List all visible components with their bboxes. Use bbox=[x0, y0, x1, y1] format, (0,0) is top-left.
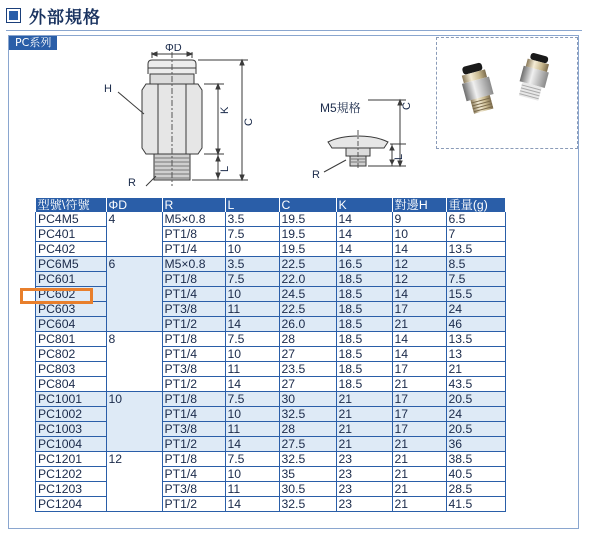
cell-r: PT1/8 bbox=[162, 452, 225, 467]
table-row bbox=[36, 212, 506, 227]
cell-c: 19.5 bbox=[279, 212, 336, 227]
col-weight: 重量(g) bbox=[446, 198, 505, 212]
table-row bbox=[36, 257, 506, 272]
cell-weight: 13 bbox=[446, 347, 505, 362]
table-row bbox=[36, 227, 506, 242]
m5-title: M5規格 bbox=[320, 101, 361, 115]
cell-c: 22.5 bbox=[279, 257, 336, 272]
cell-r: PT1/2 bbox=[162, 317, 225, 332]
cell-model: PC803 bbox=[36, 362, 107, 377]
cell-r: PT3/8 bbox=[162, 422, 225, 437]
fittings-photo-image bbox=[437, 38, 578, 149]
cell-model: PC601 bbox=[36, 272, 107, 287]
cell-h: 14 bbox=[392, 242, 446, 257]
cell-l: 10 bbox=[225, 287, 279, 302]
cell-weight: 41.5 bbox=[446, 497, 505, 512]
label-k: K bbox=[219, 106, 231, 114]
cell-weight: 40.5 bbox=[446, 467, 505, 482]
col-h: 對邊H bbox=[392, 198, 446, 212]
cell-model: PC804 bbox=[36, 377, 107, 392]
cell-l: 14 bbox=[225, 377, 279, 392]
cell-k: 23 bbox=[336, 482, 392, 497]
cell-k: 23 bbox=[336, 452, 392, 467]
cell-weight: 8.5 bbox=[446, 257, 505, 272]
cell-k: 18.5 bbox=[336, 317, 392, 332]
cell-l: 14 bbox=[225, 497, 279, 512]
cell-r: PT3/8 bbox=[162, 362, 225, 377]
cell-model: PC1003 bbox=[36, 422, 107, 437]
cell-c: 23.5 bbox=[279, 362, 336, 377]
cell-c: 27.5 bbox=[279, 437, 336, 452]
cell-r: PT1/2 bbox=[162, 377, 225, 392]
cell-k: 18.5 bbox=[336, 377, 392, 392]
cell-k: 14 bbox=[336, 212, 392, 227]
table-row bbox=[36, 482, 506, 497]
cell-weight: 38.5 bbox=[446, 452, 505, 467]
page-title: 外部規格 bbox=[29, 7, 101, 28]
cell-l: 3.5 bbox=[225, 257, 279, 272]
label-phi-d: ΦD bbox=[165, 44, 182, 54]
col-c: C bbox=[279, 198, 336, 212]
section-header bbox=[6, 4, 101, 26]
cell-l: 10 bbox=[225, 467, 279, 482]
cell-h: 9 bbox=[392, 212, 446, 227]
cell-r: PT1/2 bbox=[162, 497, 225, 512]
cell-h: 14 bbox=[392, 347, 446, 362]
cell-model: PC1004 bbox=[36, 437, 107, 452]
cell-k: 14 bbox=[336, 242, 392, 257]
cell-c: 28 bbox=[279, 332, 336, 347]
cell-c: 22.5 bbox=[279, 302, 336, 317]
cell-l: 3.5 bbox=[225, 212, 279, 227]
m5-label-l: L bbox=[393, 153, 405, 160]
cell-r: PT1/2 bbox=[162, 437, 225, 452]
cell-c: 19.5 bbox=[279, 227, 336, 242]
cell-weight: 20.5 bbox=[446, 392, 505, 407]
cell-l: 11 bbox=[225, 302, 279, 317]
cell-weight: 13.5 bbox=[446, 242, 505, 257]
cell-c: 32.5 bbox=[279, 452, 336, 467]
table-row bbox=[36, 392, 506, 407]
cell-weight: 6.5 bbox=[446, 212, 505, 227]
cell-c: 32.5 bbox=[279, 497, 336, 512]
cell-weight: 7.5 bbox=[446, 272, 505, 287]
cell-l: 10 bbox=[225, 347, 279, 362]
cell-model: PC402 bbox=[36, 242, 107, 257]
table-row bbox=[36, 422, 506, 437]
cell-c: 35 bbox=[279, 467, 336, 482]
cell-h: 12 bbox=[392, 257, 446, 272]
spec-table-header bbox=[36, 198, 506, 212]
cell-l: 7.5 bbox=[225, 272, 279, 287]
cell-l: 11 bbox=[225, 482, 279, 497]
cell-r: PT1/4 bbox=[162, 287, 225, 302]
cell-h: 17 bbox=[392, 362, 446, 377]
cell-c: 26.0 bbox=[279, 317, 336, 332]
col-model: 型號\符號 bbox=[36, 198, 107, 212]
cell-k: 18.5 bbox=[336, 362, 392, 377]
cell-r: PT3/8 bbox=[162, 302, 225, 317]
label-h: H bbox=[104, 83, 112, 95]
cell-weight: 21 bbox=[446, 362, 505, 377]
cell-model: PC1202 bbox=[36, 467, 107, 482]
cell-model: PC603 bbox=[36, 302, 107, 317]
cell-model: PC802 bbox=[36, 347, 107, 362]
cell-h: 12 bbox=[392, 272, 446, 287]
table-row bbox=[36, 302, 506, 317]
cell-h: 21 bbox=[392, 317, 446, 332]
cell-k: 18.5 bbox=[336, 287, 392, 302]
cell-weight: 28.5 bbox=[446, 482, 505, 497]
cell-l: 11 bbox=[225, 362, 279, 377]
cell-model: PC1204 bbox=[36, 497, 107, 512]
cell-phi-d: 4 bbox=[106, 212, 162, 257]
table-row bbox=[36, 407, 506, 422]
cell-l: 7.5 bbox=[225, 332, 279, 347]
cell-k: 18.5 bbox=[336, 302, 392, 317]
cell-h: 14 bbox=[392, 287, 446, 302]
cell-h: 21 bbox=[392, 467, 446, 482]
section-bullet-icon bbox=[6, 8, 21, 23]
cell-l: 7.5 bbox=[225, 452, 279, 467]
header-divider bbox=[6, 30, 582, 31]
table-row bbox=[36, 377, 506, 392]
cell-weight: 36 bbox=[446, 437, 505, 452]
cell-k: 23 bbox=[336, 467, 392, 482]
col-phi-d: ΦD bbox=[106, 198, 162, 212]
cell-model: PC4M5 bbox=[36, 212, 107, 227]
cell-l: 14 bbox=[225, 437, 279, 452]
col-k: K bbox=[336, 198, 392, 212]
cell-k: 23 bbox=[336, 497, 392, 512]
label-c: C bbox=[243, 118, 255, 126]
cell-r: PT1/8 bbox=[162, 272, 225, 287]
cell-h: 21 bbox=[392, 452, 446, 467]
cell-r: PT1/8 bbox=[162, 392, 225, 407]
table-row bbox=[36, 272, 506, 287]
cell-h: 17 bbox=[392, 422, 446, 437]
cell-r: PT1/4 bbox=[162, 347, 225, 362]
cell-model: PC1001 bbox=[36, 392, 107, 407]
product-photo bbox=[436, 37, 578, 149]
cell-l: 10 bbox=[225, 407, 279, 422]
table-row bbox=[36, 467, 506, 482]
cell-k: 21 bbox=[336, 407, 392, 422]
cell-model: PC1203 bbox=[36, 482, 107, 497]
cell-l: 14 bbox=[225, 317, 279, 332]
table-row bbox=[36, 317, 506, 332]
cell-r: PT3/8 bbox=[162, 482, 225, 497]
cell-c: 32.5 bbox=[279, 407, 336, 422]
table-row bbox=[36, 332, 506, 347]
cell-weight: 20.5 bbox=[446, 422, 505, 437]
cell-h: 17 bbox=[392, 392, 446, 407]
cell-model: PC6M5 bbox=[36, 257, 107, 272]
cell-weight: 7 bbox=[446, 227, 505, 242]
fitting-dimension-drawing bbox=[28, 44, 430, 190]
cell-h: 10 bbox=[392, 227, 446, 242]
cell-model: PC401 bbox=[36, 227, 107, 242]
cell-c: 30 bbox=[279, 392, 336, 407]
table-row bbox=[36, 437, 506, 452]
cell-weight: 13.5 bbox=[446, 332, 505, 347]
cell-k: 21 bbox=[336, 422, 392, 437]
cell-h: 14 bbox=[392, 332, 446, 347]
cell-phi-d: 8 bbox=[106, 332, 162, 392]
table-row bbox=[36, 452, 506, 467]
cell-k: 21 bbox=[336, 392, 392, 407]
cell-c: 22.0 bbox=[279, 272, 336, 287]
cell-r: PT1/4 bbox=[162, 467, 225, 482]
cell-l: 7.5 bbox=[225, 227, 279, 242]
cell-r: PT1/4 bbox=[162, 242, 225, 257]
cell-h: 17 bbox=[392, 302, 446, 317]
col-l: L bbox=[225, 198, 279, 212]
cell-r: PT1/8 bbox=[162, 227, 225, 242]
cell-h: 21 bbox=[392, 377, 446, 392]
table-row bbox=[36, 497, 506, 512]
table-row bbox=[36, 347, 506, 362]
table-row bbox=[36, 287, 506, 302]
cell-h: 21 bbox=[392, 497, 446, 512]
cell-r: PT1/4 bbox=[162, 407, 225, 422]
cell-k: 18.5 bbox=[336, 347, 392, 362]
cell-c: 28 bbox=[279, 422, 336, 437]
cell-k: 18.5 bbox=[336, 272, 392, 287]
cell-weight: 46 bbox=[446, 317, 505, 332]
cell-h: 21 bbox=[392, 437, 446, 452]
col-r: R bbox=[162, 198, 225, 212]
cell-model: PC1201 bbox=[36, 452, 107, 467]
cell-c: 27 bbox=[279, 377, 336, 392]
label-l: L bbox=[219, 165, 231, 172]
cell-l: 7.5 bbox=[225, 392, 279, 407]
cell-phi-d: 12 bbox=[106, 452, 162, 512]
m5-label-r: R bbox=[312, 169, 320, 181]
cell-weight: 24 bbox=[446, 407, 505, 422]
cell-phi-d: 10 bbox=[106, 392, 162, 452]
cell-weight: 15.5 bbox=[446, 287, 505, 302]
cell-h: 17 bbox=[392, 407, 446, 422]
cell-model: PC602 bbox=[36, 287, 107, 302]
cell-c: 27 bbox=[279, 347, 336, 362]
cell-c: 30.5 bbox=[279, 482, 336, 497]
cell-l: 11 bbox=[225, 422, 279, 437]
cell-phi-d: 6 bbox=[106, 257, 162, 332]
cell-r: M5×0.8 bbox=[162, 257, 225, 272]
cell-r: PT1/8 bbox=[162, 332, 225, 347]
spec-table bbox=[35, 198, 506, 512]
cell-model: PC604 bbox=[36, 317, 107, 332]
cell-k: 18.5 bbox=[336, 332, 392, 347]
label-r: R bbox=[128, 177, 136, 189]
m5-label-c: C bbox=[401, 102, 413, 110]
cell-k: 16.5 bbox=[336, 257, 392, 272]
row-highlight-box bbox=[20, 288, 93, 304]
cell-h: 21 bbox=[392, 482, 446, 497]
cell-weight: 43.5 bbox=[446, 377, 505, 392]
cell-model: PC1002 bbox=[36, 407, 107, 422]
cell-r: M5×0.8 bbox=[162, 212, 225, 227]
table-row bbox=[36, 362, 506, 377]
cell-k: 21 bbox=[336, 437, 392, 452]
cell-k: 14 bbox=[336, 227, 392, 242]
cell-l: 10 bbox=[225, 242, 279, 257]
series-tab[interactable]: PC系列 bbox=[9, 36, 57, 50]
table-row bbox=[36, 242, 506, 257]
cell-c: 19.5 bbox=[279, 242, 336, 257]
cell-model: PC801 bbox=[36, 332, 107, 347]
cell-weight: 24 bbox=[446, 302, 505, 317]
cell-c: 24.5 bbox=[279, 287, 336, 302]
